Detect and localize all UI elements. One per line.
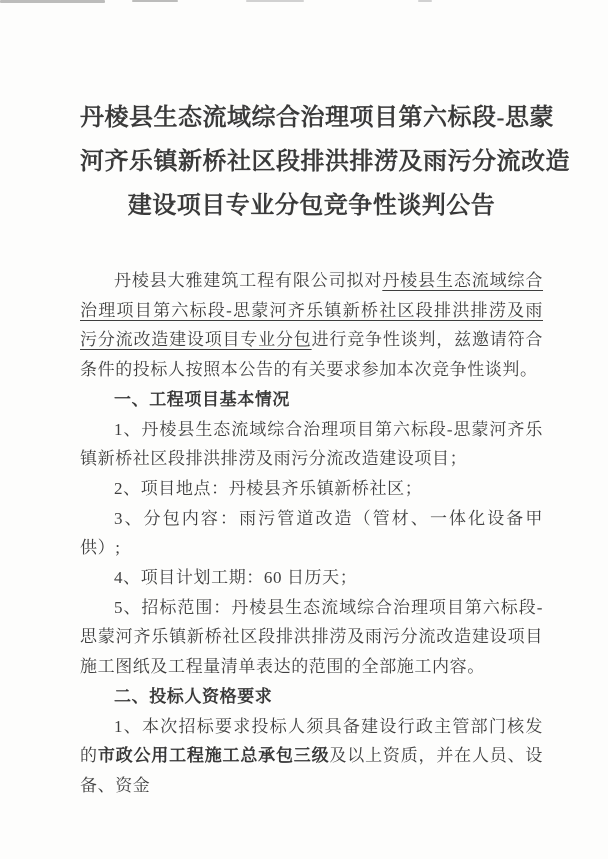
section-1-item-5: 5、招标范围：丹棱县生态流域综合治理项目第六标段-思蒙河齐乐镇新桥社区段排洪排涝及雨污分流改造建设项目施工图纸及工程量清单表达的范围的全部施工内容。	[80, 597, 543, 677]
document-title-line-1: 丹棱县生态流域综合治理项目第六标段-思蒙	[80, 105, 554, 131]
section-1-item-1: 1、丹棱县生态流域综合治理项目第六标段-思蒙河齐乐镇新桥社区段排洪排涝及雨污分流改造建设项目；	[80, 419, 543, 469]
section-1-heading: 一、工程项目基本情况	[114, 389, 290, 409]
document-title-line-3: 建设项目专业分包竞争性谈判公告	[127, 193, 496, 219]
section-1-item-4: 4、项目计划工期：60 日历天；	[114, 568, 358, 588]
intro-paragraph	[80, 266, 543, 385]
section-2-item-1	[80, 712, 543, 801]
intro-tail-text: 进行竞争性谈判，兹邀请符合条件的投标人按照本公告的有关要求参加本次竞争性谈判。	[80, 330, 543, 380]
document-title	[80, 96, 570, 228]
section-1-item-2: 2、项目地点：丹棱县齐乐镇新桥社区；	[114, 478, 423, 498]
section-2-heading: 二、投标人资格要求	[114, 686, 273, 706]
qualification-after-text: 及以上资质，并在人员、设备、资金	[80, 746, 544, 795]
document-body	[80, 266, 543, 801]
project-name-underlined: 丹棱县生态流域综合治理项目第六标段-思蒙河齐乐镇新桥社区段排洪排涝及雨污分流改造建设项目专业分包	[80, 271, 544, 350]
document-content	[80, 0, 570, 801]
qualification-bold-text: 市政公用工程施工总承包三级	[97, 746, 330, 766]
section-1-item-3: 3、分包内容：雨污管道改造（管材、一体化设备甲供）;	[80, 508, 543, 558]
intro-lead-text: 丹棱县大雅建筑工程有限公司拟对	[114, 271, 383, 290]
document-title-line-2: 河齐乐镇新桥社区段排洪排涝及雨污分流改造	[80, 149, 570, 175]
qualification-before-text: 1、本次招标要求投标人须具备建设行政主管部门核发的	[80, 716, 543, 766]
